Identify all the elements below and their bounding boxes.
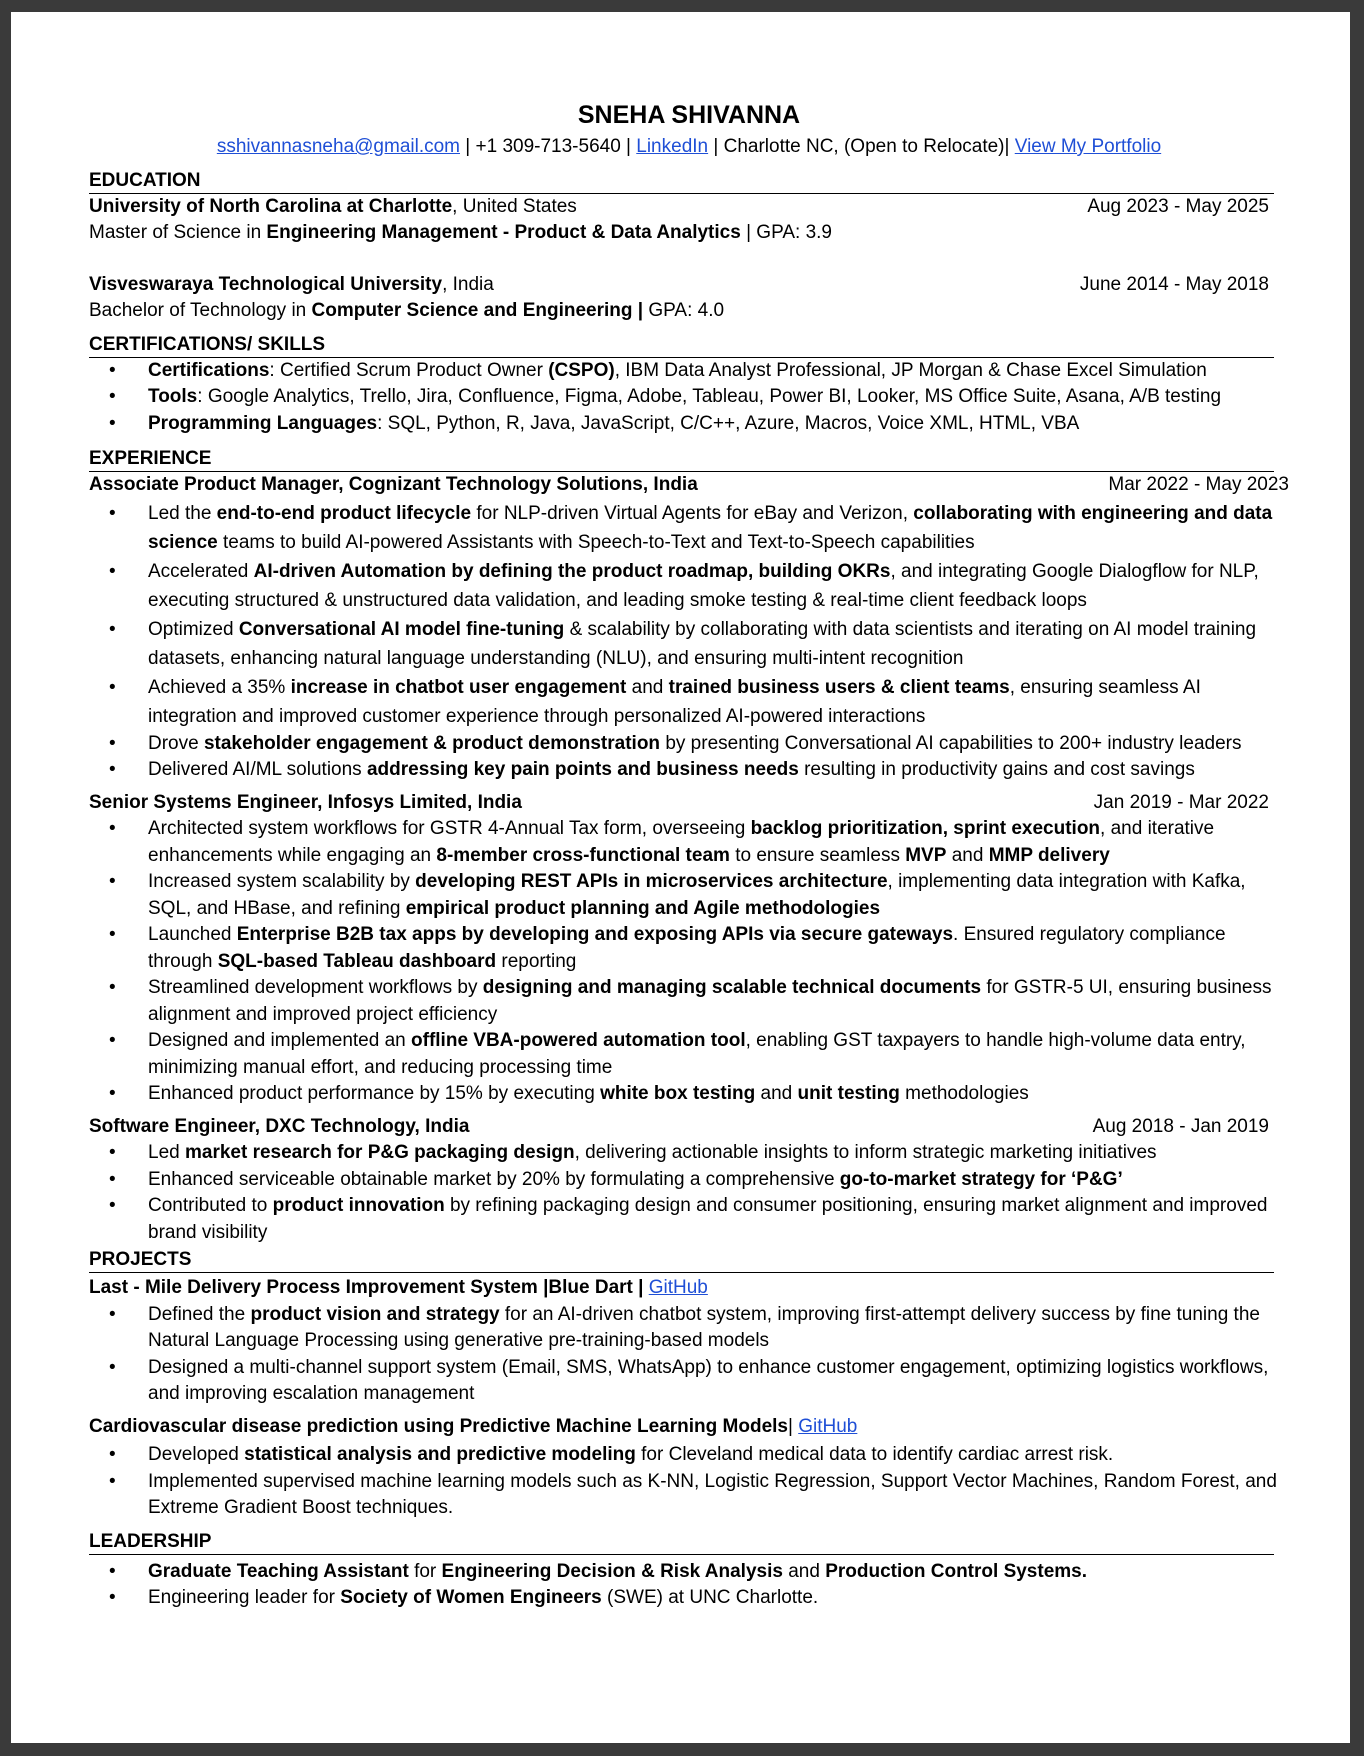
bullet-item: [89, 1167, 1293, 1194]
bullet-bold-text: increase in chatbot user engagement: [290, 676, 627, 698]
skill-item: [89, 358, 1293, 385]
bullet-text: by presenting Conversational AI capabilities to 200+ industry leaders: [660, 732, 1242, 754]
separator: |: [1004, 136, 1015, 157]
section-projects: PROJECTS: [89, 1248, 1274, 1273]
bullet-text: Implemented supervised machine learning models such as K-NN, Logistic Regression, Support Vector Machines, Random Forest, and Extreme Gradient Boost techniques.: [148, 1470, 1277, 1518]
bullet-item: [89, 1140, 1293, 1167]
degree-gpa: | GPA: 3.9: [740, 222, 832, 243]
bullet-item: [89, 869, 1293, 922]
skills-list: [89, 358, 1289, 438]
bullet-item: [89, 1585, 1293, 1612]
degree-line: [89, 298, 1289, 325]
candidate-name: SNEHA SHIVANNA: [577, 101, 801, 129]
skill-text: : SQL, Python, R, Java, JavaScript, C/C++, Azure, Macros, Voice XML, HTML, VBA: [377, 412, 1080, 434]
bullet-text: , and integrating Google Dialogflow for NLP, executing structured & unstructured data validation, and leading smoke testing & real-time client feedback loops: [148, 560, 1259, 611]
job-dates: Jan 2019 - Mar 2022: [1093, 791, 1269, 813]
bullet-text: . Ensured regulatory compliance through: [148, 924, 1226, 972]
portfolio-link[interactable]: View My Portfolio: [1014, 136, 1162, 157]
separator: |: [620, 136, 637, 157]
skill-item: [89, 384, 1293, 411]
bullet-bold-text: developing REST APIs in microservices architecture: [415, 871, 888, 892]
bullet-bold-text: offline VBA-powered automation tool: [411, 1030, 746, 1051]
bullet-text: Optimized: [148, 618, 239, 640]
bullet-bold-text: SQL-based Tableau dashboard: [217, 950, 497, 972]
leadership-list: [89, 1559, 1289, 1612]
bullet-item: [89, 816, 1293, 869]
skill-key: Tools: [148, 386, 198, 407]
skill-key: Certifications: [148, 359, 270, 381]
bullet-text: , enabling GST taxpayers to handle high-volume data entry, minimizing manual effort, and reducing processing time: [148, 1030, 1246, 1078]
bullet-item: [89, 757, 1293, 784]
bullet-item: [89, 1559, 1293, 1586]
job-header: [89, 1114, 1269, 1141]
degree-text: Bachelor of Technology in: [89, 300, 312, 321]
bullet-bold-text: collaborating with engineering and data science: [148, 502, 1273, 553]
bullet-text: Designed a multi-channel support system (Email, SMS, WhatsApp) to enhance customer engagement, optimizing logistics workflows, and improving escalation management: [148, 1356, 1269, 1404]
separator: |: [708, 136, 724, 157]
job-dates: Mar 2022 - May 2023: [1108, 474, 1289, 495]
bullet-text: Drove: [148, 732, 204, 754]
bullet-text: Enhanced serviceable obtainable market by 20% by formulating a comprehensive: [148, 1168, 840, 1190]
bullet-item: [89, 1028, 1293, 1081]
education-entry: [89, 194, 1269, 221]
bullet-text: , ensuring seamless AI integration and improved customer experience through personalized AI-powered interactions: [148, 676, 1201, 727]
bullet-bold-text: empirical product planning and Agile methodologies: [405, 897, 881, 919]
bullet-bold-text: white box testing: [600, 1083, 756, 1104]
bullet-text: for NLP-driven Virtual Agents for eBay and Verizon,: [471, 502, 914, 524]
degree-gpa: GPA: 4.0: [643, 300, 725, 321]
degree-text: Master of Science in: [89, 222, 267, 243]
bullet-item: [89, 1302, 1293, 1355]
bullet-bold-text: Graduate Teaching Assistant: [148, 1560, 409, 1582]
bullet-text: teams to build AI-powered Assistants with Speech-to-Text and Text-to-Speech capabilities: [217, 531, 975, 553]
bullet-text: , and iterative enhancements while engaging an: [148, 818, 1215, 866]
degree-line: [89, 220, 1289, 247]
contact-line: [89, 134, 1289, 161]
bullet-item: [89, 615, 1293, 673]
bullet-bold-text: MMP delivery: [988, 844, 1110, 866]
job-header: [89, 472, 1289, 499]
bullet-bold-text: 8-member cross-functional team: [436, 844, 730, 866]
bullet-text: for GSTR-5 UI, ensuring business alignment and improved project efficiency: [148, 977, 1272, 1025]
bullet-text: and: [755, 1083, 798, 1104]
job-bullets: [89, 1140, 1289, 1246]
bullet-item: [89, 1193, 1293, 1246]
bullet-item: [89, 499, 1293, 557]
job-title: Software Engineer, DXC Technology, India: [89, 1115, 470, 1137]
bullet-bold-text: addressing key pain points and business needs: [366, 759, 799, 780]
school-name: University of North Carolina at Charlotte: [89, 195, 453, 217]
project-bullets: [89, 1442, 1289, 1522]
bullet-text: Delivered AI/ML solutions: [148, 759, 367, 780]
bullet-item: [89, 557, 1293, 615]
edu-dates: June 2014 - May 2018: [1079, 273, 1269, 295]
bullet-bold-text: end-to-end product lifecycle: [216, 502, 472, 524]
school-line: [89, 272, 494, 299]
bullet-text: reporting: [496, 950, 577, 972]
school-line: [89, 194, 577, 221]
jobs-container: [89, 472, 1289, 1246]
school-name: Visveswaraya Technological University: [89, 273, 443, 295]
project-title-row: [89, 1275, 1269, 1302]
linkedin-link[interactable]: LinkedIn: [636, 136, 709, 157]
bullet-text: Led the: [148, 502, 217, 524]
bullet-item: [89, 922, 1293, 975]
bullet-text: and: [946, 844, 989, 866]
skill-key: Programming Languages: [148, 412, 378, 434]
bullet-text: & scalability by collaborating with data scientists and iterating on AI model training datasets, enhancing natural language understanding (NLU), and ensuring multi-intent recognition: [148, 618, 1257, 669]
edu-dates: Aug 2023 - May 2025: [1087, 195, 1269, 217]
bullet-text: Accelerated: [148, 560, 254, 582]
bullet-item: [89, 731, 1293, 758]
bullet-text: Designed and implemented an: [148, 1030, 412, 1051]
education-entry: [89, 272, 1269, 299]
bullet-text: and: [782, 1560, 826, 1582]
separator: |: [787, 1415, 799, 1437]
bullet-bold-text: designing and managing scalable technical documents: [482, 977, 982, 998]
bullet-item: [89, 1469, 1293, 1522]
bullet-text: Launched: [148, 924, 237, 945]
project-title-line: [89, 1275, 708, 1302]
bullet-text: (SWE) at UNC Charlotte.: [601, 1587, 819, 1608]
project-title-line: [89, 1414, 857, 1441]
bullet-text: Architected system workflows for GSTR 4-Annual Tax form, overseeing: [148, 818, 751, 839]
bullet-item: [89, 673, 1293, 731]
bullet-bold-text: Enterprise B2B tax apps by developing and exposing APIs via secure gateways: [236, 924, 954, 945]
bullet-text: , implementing data integration with Kafka, SQL, and HBase, and refining: [148, 871, 1246, 919]
bullet-text: for: [408, 1560, 442, 1582]
bullet-text: Contributed to: [148, 1195, 273, 1216]
bullet-text: Defined the: [148, 1303, 251, 1325]
job-bullets: [89, 816, 1289, 1108]
bullet-text: Enhanced product performance by 15% by executing: [148, 1083, 601, 1104]
section-education: EDUCATION: [89, 169, 1274, 194]
bullet-text: Developed: [148, 1444, 245, 1465]
bullet-item: [89, 975, 1293, 1028]
bullet-bold-text: unit testing: [797, 1083, 900, 1104]
bullet-text: Increased system scalability by: [148, 871, 416, 892]
job-title: Senior Systems Engineer, Infosys Limited, India: [89, 791, 522, 813]
project-title: Last - Mile Delivery Process Improvement System |Blue Dart |: [89, 1277, 649, 1298]
project-title: Cardiovascular disease prediction using Predictive Machine Learning Models: [89, 1415, 788, 1437]
degree-major: Computer Science and Engineering |: [311, 300, 644, 321]
bullet-bold-text: Conversational AI model fine-tuning: [238, 618, 565, 640]
job-dates: Aug 2018 - Jan 2019: [1092, 1115, 1269, 1137]
bullet-bold-text: stakeholder engagement & product demonstration: [203, 732, 661, 754]
email-link[interactable]: sshivannasneha@gmail.com: [216, 136, 460, 157]
phone: +1 309-713-5640: [475, 136, 621, 157]
degree-major: Engineering Management - Product & Data Analytics: [266, 222, 741, 243]
bullet-text: by refining packaging design and consumer positioning, ensuring market alignment and improved brand visibility: [148, 1195, 1268, 1243]
bullet-item: [89, 1355, 1293, 1408]
separator: |: [460, 136, 476, 157]
project-bullets: [89, 1302, 1289, 1408]
bullet-text: Led: [148, 1142, 185, 1163]
bullet-bold-text: product innovation: [272, 1195, 445, 1216]
job-header: [89, 790, 1269, 817]
bullet-text: for Cleveland medical data to identify cardiac arrest risk.: [635, 1444, 1114, 1465]
bullet-item: [89, 1442, 1293, 1469]
skill-text: : Certified Scrum Product Owner: [269, 359, 549, 381]
bullet-text: Achieved a 35%: [148, 676, 291, 698]
bullet-bold-text: backlog prioritization, sprint execution: [750, 818, 1101, 839]
github-link[interactable]: GitHub: [648, 1277, 708, 1298]
github-link[interactable]: GitHub: [798, 1415, 858, 1437]
section-experience: EXPERIENCE: [89, 447, 1274, 472]
bullet-text: and: [626, 676, 669, 698]
job-bullets: [89, 499, 1289, 784]
bullet-text: Engineering leader for: [148, 1587, 341, 1608]
bullet-bold-text: product vision and strategy: [250, 1303, 500, 1325]
skill-item: [89, 411, 1293, 438]
bullet-bold-text: trained business users & client teams: [668, 676, 1010, 698]
bullet-bold-text: market research for P&G packaging design: [184, 1142, 575, 1163]
job-title: Associate Product Manager, Cognizant Technology Solutions, India: [89, 474, 698, 495]
bullet-bold-text: AI-driven Automation by defining the product roadmap, building OKRs: [253, 560, 891, 582]
resume-page: [11, 12, 1350, 1743]
bullet-bold-text: Engineering Decision & Risk Analysis: [441, 1560, 783, 1582]
school-location: , United States: [452, 195, 577, 217]
school-location: , India: [442, 273, 494, 295]
bullet-bold-text: MVP: [905, 844, 947, 866]
skill-bold: (CSPO): [548, 359, 615, 381]
section-certifications: CERTIFICATIONS/ SKILLS: [89, 333, 1274, 358]
skill-text: , IBM Data Analyst Professional, JP Morgan & Chase Excel Simulation: [614, 359, 1207, 381]
bullet-text: methodologies: [899, 1083, 1029, 1104]
bullet-text: to ensure seamless: [729, 844, 906, 866]
section-leadership: LEADERSHIP: [89, 1530, 1274, 1555]
project-title-row: [89, 1414, 1269, 1441]
resume-content: [89, 98, 1289, 1612]
location: Charlotte NC, (Open to Relocate): [723, 136, 1005, 157]
bullet-text: for an AI-driven chatbot system, improving first-attempt delivery success by fine tuning the Natural Language Processing using generative pre-training-based models: [148, 1303, 1260, 1351]
bullet-bold-text: Society of Women Engineers: [340, 1587, 602, 1608]
bullet-bold-text: go-to-market strategy for ‘P&G’: [839, 1168, 1123, 1190]
skill-text: : Google Analytics, Trello, Jira, Confluence, Figma, Adobe, Tableau, Power BI, Looker, MS Office Suite, Asana, A/B testing: [197, 386, 1222, 407]
bullet-bold-text: statistical analysis and predictive modeling: [244, 1444, 636, 1465]
bullet-text: , delivering actionable insights to inform strategic marketing initiatives: [574, 1142, 1157, 1163]
bullet-bold-text: Production Control Systems.: [825, 1560, 1088, 1582]
bullet-item: [89, 1081, 1293, 1108]
bullet-text: resulting in productivity gains and cost savings: [798, 759, 1195, 780]
bullet-text: Streamlined development workflows by: [148, 977, 483, 998]
